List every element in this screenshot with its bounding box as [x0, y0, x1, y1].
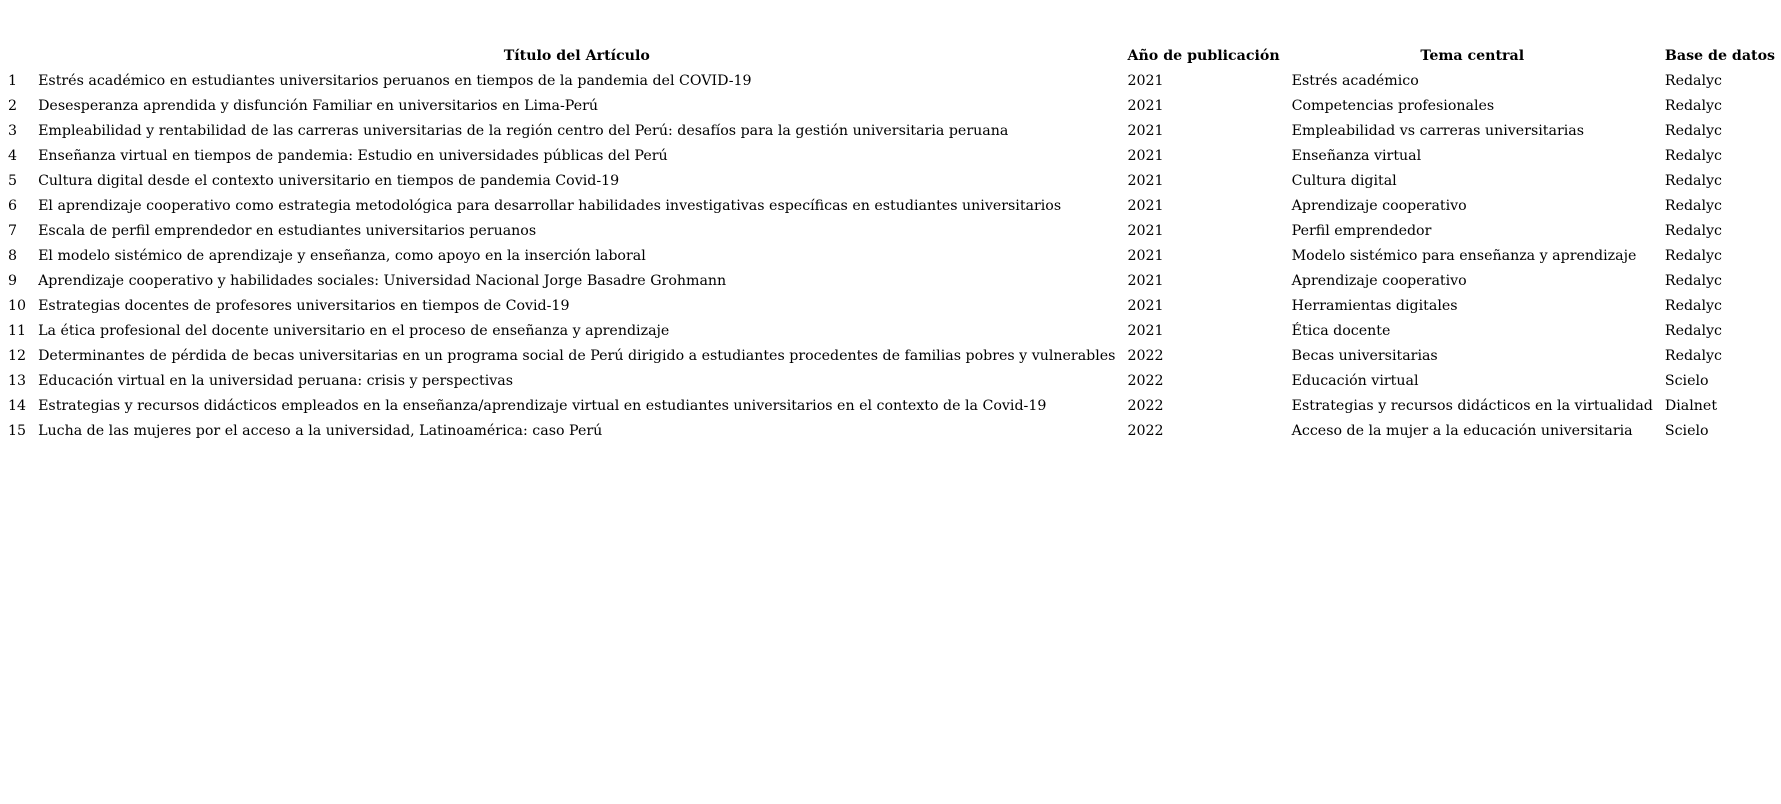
cell-year: 2021 [1127, 172, 1164, 189]
cell-database: Redalyc [1664, 347, 1723, 364]
cell-number: 3 [8, 122, 18, 139]
cell-title: Escala de perfil emprendedor en estudiantes universitarios peruanos [38, 222, 537, 239]
cell-year: 2021 [1127, 147, 1164, 164]
cell-title: Estrategias y recursos didácticos empleados en la enseñanza/aprendizaje virtual en estudiantes universitarios en el contexto de la Covid-19 [38, 397, 1047, 414]
cell-database: Redalyc [1664, 72, 1723, 89]
cell-title: Educación virtual en la universidad peruana: crisis y perspectivas [38, 372, 513, 389]
cell-number: 7 [8, 222, 18, 239]
cell-database: Redalyc [1664, 297, 1723, 314]
header-year: Año de publicación [1127, 47, 1280, 64]
cell-year: 2022 [1127, 397, 1164, 414]
header-database: Base de datos [1664, 47, 1776, 64]
table-row [2, 193, 1781, 218]
cell-title: Estrés académico en estudiantes universitarios peruanos en tiempos de la pandemia del COVID-19 [38, 72, 752, 89]
table-row [2, 93, 1781, 118]
table-row [2, 318, 1781, 343]
cell-theme: Enseñanza virtual [1291, 147, 1422, 164]
cell-year: 2021 [1127, 272, 1164, 289]
cell-theme: Cultura digital [1291, 172, 1397, 189]
cell-database: Redalyc [1664, 222, 1723, 239]
cell-number: 2 [8, 97, 18, 114]
header-theme: Tema central [1420, 47, 1525, 64]
cell-number: 8 [8, 247, 18, 264]
table-row [2, 268, 1781, 293]
cell-number: 1 [8, 72, 18, 89]
cell-theme: Competencias profesionales [1291, 97, 1495, 114]
cell-database: Redalyc [1664, 122, 1723, 139]
cell-year: 2022 [1127, 347, 1164, 364]
cell-theme: Educación virtual [1291, 372, 1419, 389]
table-row [2, 293, 1781, 318]
table-row [2, 143, 1781, 168]
cell-title: Empleabilidad y rentabilidad de las carreras universitarias de la región centro del Perú: desafíos para la gestión universitaria peruana [38, 122, 1009, 139]
cell-title: Aprendizaje cooperativo y habilidades sociales: Universidad Nacional Jorge Basadre Grohmann [38, 272, 727, 289]
cell-theme: Modelo sistémico para enseñanza y aprendizaje [1291, 247, 1637, 264]
cell-number: 9 [8, 272, 18, 289]
cell-number: 12 [8, 347, 27, 364]
cell-year: 2021 [1127, 122, 1164, 139]
cell-year: 2021 [1127, 97, 1164, 114]
table-row [2, 343, 1781, 368]
table-row [2, 218, 1781, 243]
cell-number: 15 [8, 422, 27, 439]
table-header [2, 43, 1781, 68]
cell-theme: Herramientas digitales [1291, 297, 1458, 314]
table-row [2, 118, 1781, 143]
cell-title: Lucha de las mujeres por el acceso a la universidad, Latinoamérica: caso Perú [38, 422, 603, 439]
cell-theme: Perfil emprendedor [1291, 222, 1432, 239]
cell-database: Redalyc [1664, 172, 1723, 189]
cell-title: Enseñanza virtual en tiempos de pandemia: Estudio en universidades públicas del Perú [38, 147, 668, 164]
header-row [2, 43, 1781, 68]
cell-title: Determinantes de pérdida de becas universitarias en un programa social de Perú dirigido a estudiantes procedentes de familias pobres y vulnerables [38, 347, 1116, 364]
cell-theme: Estrategias y recursos didácticos en la virtualidad [1291, 397, 1653, 414]
cell-theme: Estrés académico [1291, 72, 1419, 89]
cell-title: El aprendizaje cooperativo como estrategia metodológica para desarrollar habilidades investigativas específicas en estudiantes universitarios [38, 197, 1062, 214]
table-row [2, 68, 1781, 93]
cell-database: Redalyc [1664, 272, 1723, 289]
cell-year: 2021 [1127, 247, 1164, 264]
cell-number: 10 [8, 297, 27, 314]
table-row [2, 418, 1781, 443]
table-row [2, 243, 1781, 268]
table-row [2, 368, 1781, 393]
cell-number: 5 [8, 172, 18, 189]
cell-database: Scielo [1664, 422, 1709, 439]
cell-number: 4 [8, 147, 18, 164]
cell-theme: Acceso de la mujer a la educación universitaria [1291, 422, 1633, 439]
table-row [2, 168, 1781, 193]
cell-number: 13 [8, 372, 27, 389]
cell-title: Desesperanza aprendida y disfunción Familiar en universitarios en Lima-Perú [38, 97, 599, 114]
cell-database: Scielo [1664, 372, 1709, 389]
cell-year: 2021 [1127, 197, 1164, 214]
cell-theme: Becas universitarias [1291, 347, 1438, 364]
cell-number: 14 [8, 397, 27, 414]
cell-theme: Empleabilidad vs carreras universitarias [1291, 122, 1585, 139]
cell-number: 6 [8, 197, 18, 214]
cell-theme: Ética docente [1291, 322, 1391, 339]
cell-database: Dialnet [1664, 397, 1718, 414]
cell-title: Estrategias docentes de profesores universitarios en tiempos de Covid-19 [38, 297, 570, 314]
cell-theme: Aprendizaje cooperativo [1291, 197, 1467, 214]
cell-database: Redalyc [1664, 197, 1723, 214]
cell-year: 2021 [1127, 322, 1164, 339]
cell-title: La ética profesional del docente universitario en el proceso de enseñanza y aprendizaje [38, 322, 670, 339]
cell-database: Redalyc [1664, 247, 1723, 264]
articles-table [2, 43, 1781, 443]
cell-year: 2022 [1127, 422, 1164, 439]
cell-year: 2021 [1127, 72, 1164, 89]
cell-database: Redalyc [1664, 97, 1723, 114]
cell-year: 2021 [1127, 297, 1164, 314]
cell-database: Redalyc [1664, 147, 1723, 164]
cell-number: 11 [8, 322, 27, 339]
cell-year: 2021 [1127, 222, 1164, 239]
table-body [2, 68, 1781, 443]
header-number [2, 43, 32, 68]
cell-title: Cultura digital desde el contexto universitario en tiempos de pandemia Covid-19 [38, 172, 620, 189]
cell-title: El modelo sistémico de aprendizaje y enseñanza, como apoyo en la inserción laboral [38, 247, 646, 264]
cell-theme: Aprendizaje cooperativo [1291, 272, 1467, 289]
cell-database: Redalyc [1664, 322, 1723, 339]
table-row [2, 393, 1781, 418]
cell-year: 2022 [1127, 372, 1164, 389]
header-title: Título del Artículo [503, 47, 650, 64]
